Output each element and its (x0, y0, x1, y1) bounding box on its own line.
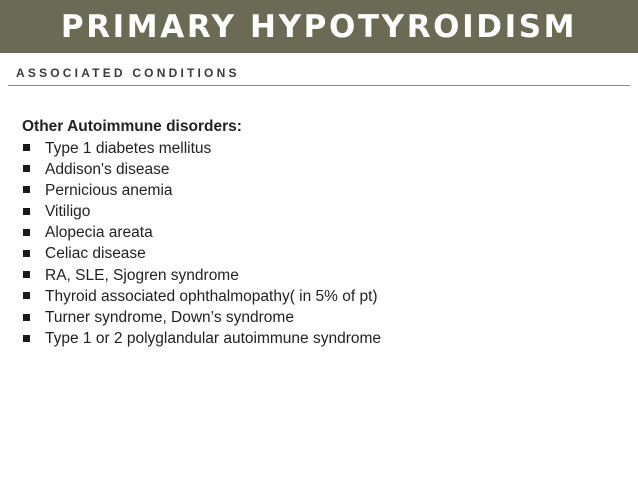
list-item (22, 222, 622, 243)
list-item-text: Type 1 diabetes mellitus (45, 139, 212, 157)
list-item (22, 286, 622, 307)
slide-title: PRIMARY HYPOTYROIDISM (60, 8, 578, 45)
square-bullet-icon (23, 165, 30, 172)
square-bullet-icon (23, 314, 30, 321)
square-bullet-icon (23, 229, 30, 236)
list-item-text: Celiac disease (45, 245, 146, 263)
content-body (22, 116, 622, 349)
list-item-text: Turner syndrome, Down’s syndrome (45, 309, 294, 326)
square-bullet-icon (23, 250, 30, 257)
slide-subtitle: ASSOCIATED CONDITIONS (16, 66, 240, 80)
list-item (22, 265, 622, 286)
list-item-text: Pernicious anemia (45, 181, 173, 199)
square-bullet-icon (23, 186, 30, 193)
title-bar (0, 0, 638, 53)
list-item (22, 307, 622, 328)
list-item-text: Vitiligo (45, 203, 91, 221)
square-bullet-icon (23, 292, 30, 299)
list-item (22, 243, 622, 264)
divider (8, 85, 630, 86)
list-heading: Other Autoimmune disorders: (22, 118, 242, 135)
list-item (22, 328, 622, 349)
list-item (22, 138, 622, 159)
square-bullet-icon (23, 271, 30, 278)
conditions-list (22, 138, 622, 350)
list-item (22, 201, 622, 222)
square-bullet-icon (23, 335, 30, 342)
list-item (22, 180, 622, 201)
list-item (22, 159, 622, 180)
list-item-text: Addison's disease (45, 160, 170, 178)
list-item-text: RA, SLE, Sjogren syndrome (45, 266, 239, 284)
square-bullet-icon (23, 144, 30, 151)
square-bullet-icon (23, 208, 30, 215)
list-item-text: Alopecia areata (45, 224, 153, 242)
list-item-text: Thyroid associated ophthalmopathy( in 5% of pt) (45, 287, 378, 305)
list-item-text: Type 1 or 2 polyglandular autoimmune syndrome (45, 330, 382, 348)
